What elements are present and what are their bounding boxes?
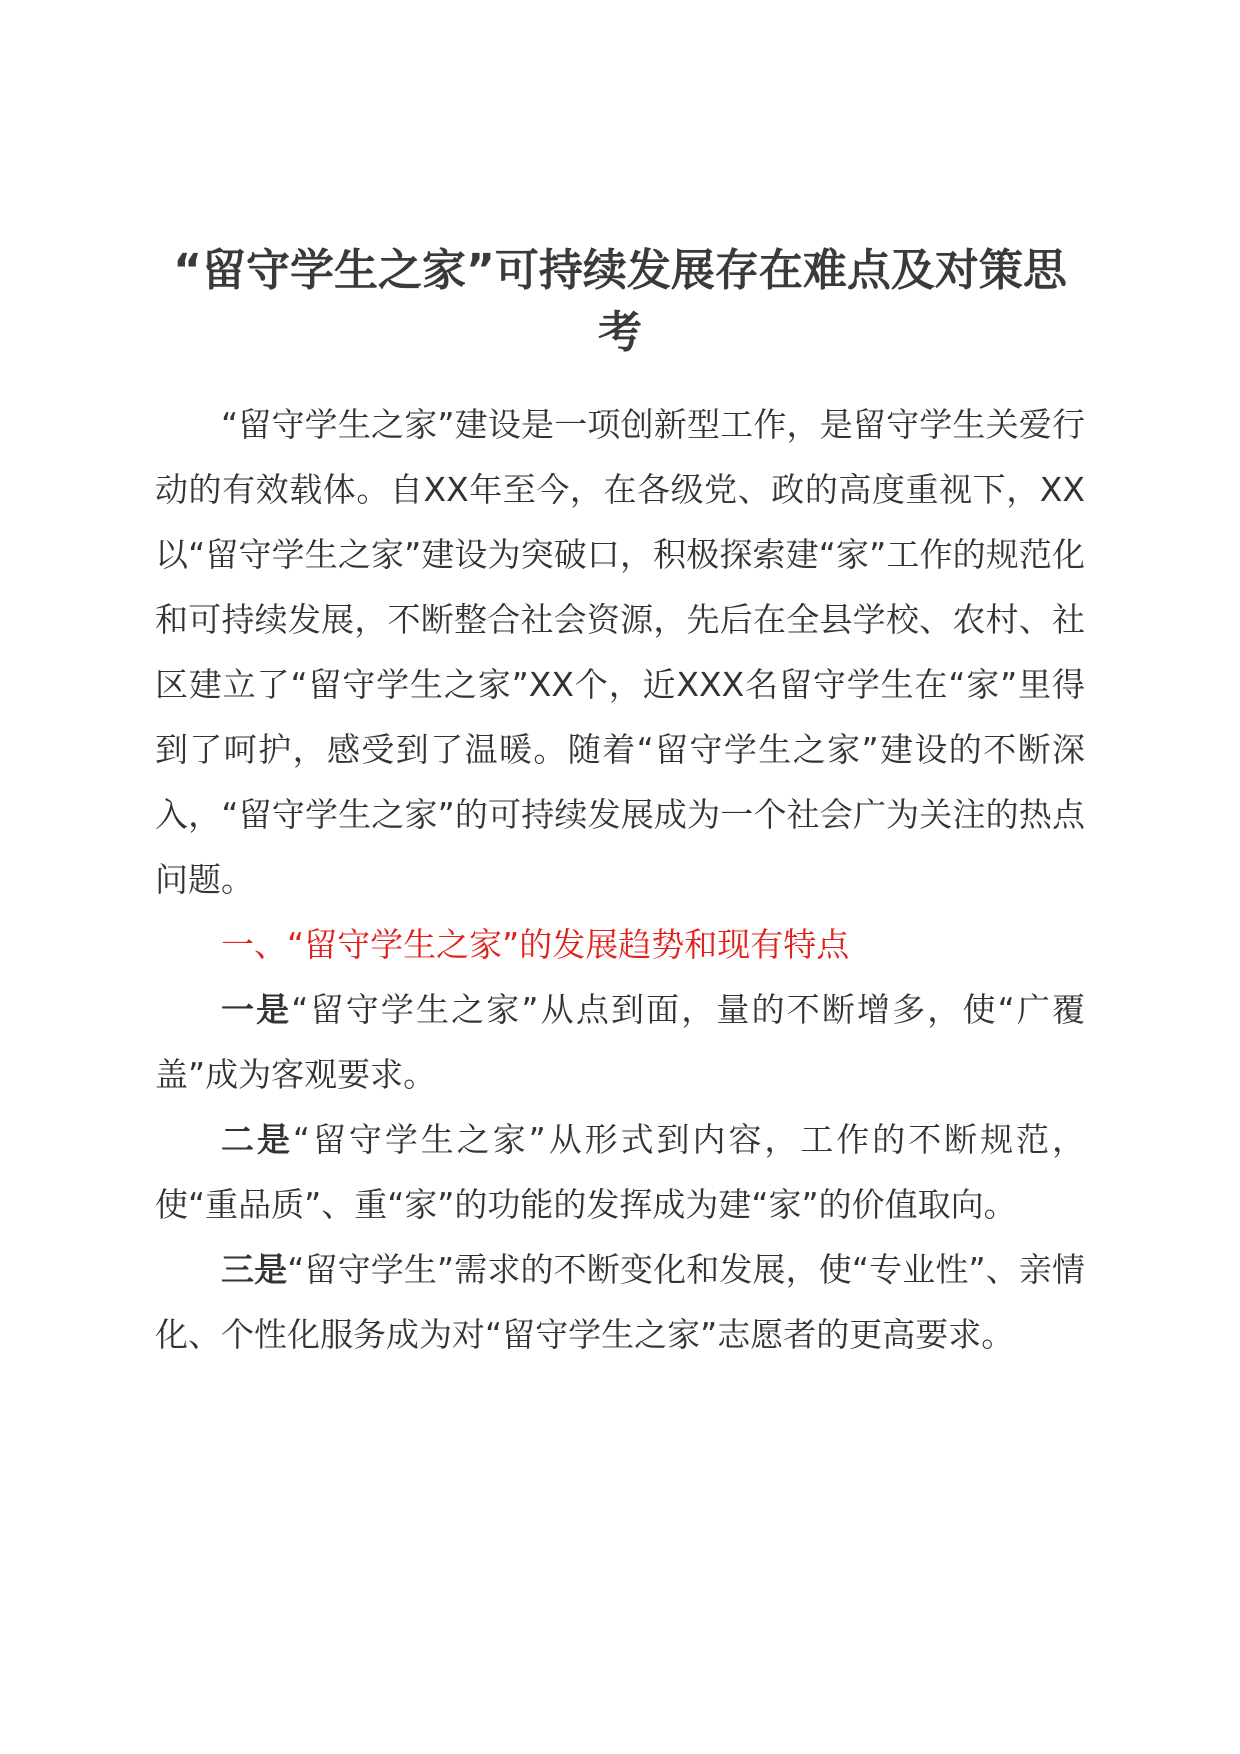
section-heading-1: 一、“留守学生之家”的发展趋势和现有特点 (221, 925, 850, 964)
document-title: “留守学生之家”可持续发展存在难点及对策思考 (173, 245, 1067, 358)
point-lead-2: 二是 (221, 1120, 293, 1159)
point-text-2: “留守学生之家”从形式到内容，工作的不断规范，使“重品质”、重“家”的功能的发挥成为建“家”的价值取向。 (155, 1120, 1085, 1224)
point-lead-1: 一是 (221, 990, 292, 1029)
point-paragraph-2 (155, 1107, 1085, 1237)
point-paragraph-3 (155, 1237, 1085, 1367)
document-page (155, 240, 1085, 1367)
point-text-1: “留守学生之家”从点到面，量的不断增多，使“广覆盖”成为客观要求。 (155, 990, 1085, 1094)
point-lead-3: 三是 (221, 1250, 288, 1289)
point-text-3: “留守学生”需求的不断变化和发展，使“专业性”、亲情化、个性化服务成为对“留守学生之家”志愿者的更高要求。 (155, 1250, 1086, 1354)
point-paragraph-1 (155, 977, 1085, 1107)
intro-paragraph: “留守学生之家”建设是一项创新型工作，是留守学生关爱行动的有效载体。自XX年至今，在各级党、政的高度重视下，XX以“留守学生之家”建设为突破口，积极探索建“家”工作的规范化和可持续发展，不断整合社会资源，先后在全县学校、农村、社区建立了“留守学生之家”XX个，近XXX名留守学生在“家”里得到了呵护，感受到了温暖。随着“留守学生之家”建设的不断深入，“留守学生之家”的可持续发展成为一个社会广为关注的热点问题。 (155, 405, 1085, 899)
